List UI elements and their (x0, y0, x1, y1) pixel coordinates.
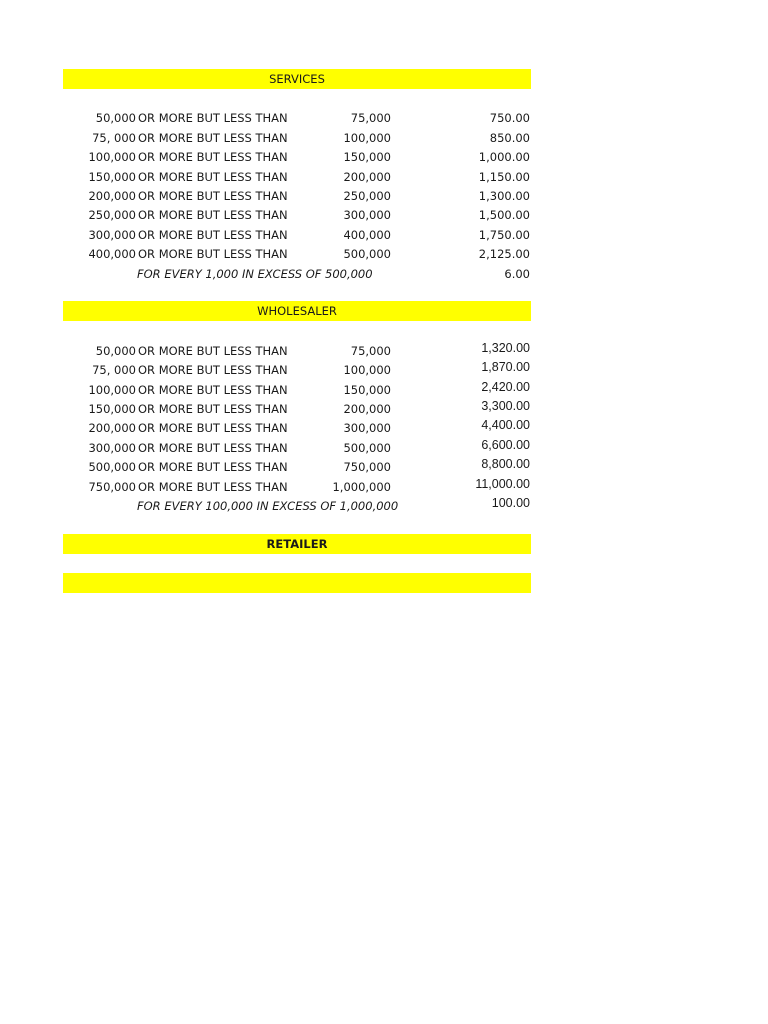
range-from: 75, 000 (92, 363, 136, 377)
range-from: 200,000 (88, 421, 136, 435)
range-to: 1,000,000 (332, 479, 391, 494)
range-connector: OR MORE BUT LESS THAN (138, 344, 288, 358)
range-from: 300,000 (88, 440, 136, 455)
range-from: 300,000 (88, 227, 136, 242)
wholesaler-row (0, 381, 768, 400)
fee-amount: 3,300.00 (481, 399, 530, 413)
range-to: 200,000 (343, 169, 391, 184)
services-row (0, 206, 768, 225)
range-to: 100,000 (343, 130, 391, 145)
range-connector: OR MORE BUT LESS THAN (138, 363, 288, 377)
range-from: 750,000 (88, 479, 136, 494)
range-from: 150,000 (88, 402, 136, 416)
services-row (0, 168, 768, 187)
range-to: 200,000 (343, 402, 391, 416)
excess-amount: 6.00 (504, 266, 530, 281)
range-connector: OR MORE BUT LESS THAN (138, 460, 288, 474)
range-connector: OR MORE BUT LESS THAN (138, 382, 288, 397)
range-to: 500,000 (343, 247, 391, 261)
range-connector: OR MORE BUT LESS THAN (138, 189, 288, 203)
range-to: 150,000 (343, 382, 391, 397)
fee-amount: 8,800.00 (481, 457, 530, 471)
services-excess-row (0, 265, 768, 284)
retailer-empty-band (63, 573, 531, 593)
fee-amount: 1,750.00 (478, 227, 530, 242)
fee-amount: 2,125.00 (478, 247, 530, 261)
range-connector: OR MORE BUT LESS THAN (138, 227, 288, 242)
wholesaler-row (0, 361, 768, 380)
range-connector: OR MORE BUT LESS THAN (138, 111, 288, 125)
range-from: 500,000 (88, 460, 136, 474)
services-row (0, 226, 768, 245)
range-to: 75,000 (350, 111, 391, 125)
services-header: SERVICES (63, 69, 531, 89)
range-from: 100,000 (88, 382, 136, 397)
wholesaler-row (0, 419, 768, 438)
wholesaler-row (0, 478, 768, 497)
services-row (0, 187, 768, 206)
range-from: 50,000 (95, 111, 136, 125)
fee-amount: 1,500.00 (478, 208, 530, 222)
range-connector: OR MORE BUT LESS THAN (138, 208, 288, 222)
wholesaler-row (0, 342, 768, 361)
fee-amount: 2,420.00 (481, 379, 530, 394)
range-to: 150,000 (343, 150, 391, 164)
excess-rule: FOR EVERY 100,000 IN EXCESS OF 1,000,000 (137, 499, 399, 513)
services-row (0, 245, 768, 264)
excess-rule: FOR EVERY 1,000 IN EXCESS OF 500,000 (137, 266, 373, 281)
fee-amount: 1,000.00 (478, 150, 530, 164)
fee-amount: 1,320.00 (481, 341, 530, 355)
fee-amount: 750.00 (489, 111, 530, 125)
range-from: 400,000 (88, 247, 136, 261)
range-to: 300,000 (343, 208, 391, 222)
services-row (0, 109, 768, 128)
services-row (0, 129, 768, 148)
range-connector: OR MORE BUT LESS THAN (138, 402, 288, 416)
range-to: 250,000 (343, 189, 391, 203)
range-from: 150,000 (88, 169, 136, 184)
excess-amount: 100.00 (491, 496, 530, 510)
range-connector: OR MORE BUT LESS THAN (138, 440, 288, 455)
range-to: 100,000 (343, 363, 391, 377)
range-to: 750,000 (343, 460, 391, 474)
fee-amount: 1,300.00 (478, 189, 530, 203)
fee-amount: 1,870.00 (481, 360, 530, 374)
fee-amount: 4,400.00 (481, 418, 530, 432)
fee-amount: 6,600.00 (481, 437, 530, 452)
range-connector: OR MORE BUT LESS THAN (138, 150, 288, 164)
range-from: 100,000 (88, 150, 136, 164)
range-to: 75,000 (350, 344, 391, 358)
wholesaler-header: WHOLESALER (63, 301, 531, 321)
fee-amount: 850.00 (489, 130, 530, 145)
wholesaler-excess-row (0, 497, 768, 516)
wholesaler-row (0, 400, 768, 419)
range-connector: OR MORE BUT LESS THAN (138, 421, 288, 435)
range-from: 75, 000 (92, 130, 136, 145)
fee-amount: 1,150.00 (478, 169, 530, 184)
range-connector: OR MORE BUT LESS THAN (138, 479, 288, 494)
range-to: 500,000 (343, 440, 391, 455)
wholesaler-row (0, 458, 768, 477)
range-from: 50,000 (95, 344, 136, 358)
services-row (0, 148, 768, 167)
range-connector: OR MORE BUT LESS THAN (138, 247, 288, 261)
range-from: 250,000 (88, 208, 136, 222)
range-from: 200,000 (88, 189, 136, 203)
wholesaler-row (0, 439, 768, 458)
range-to: 300,000 (343, 421, 391, 435)
retailer-header: RETAILER (63, 534, 531, 554)
range-to: 400,000 (343, 227, 391, 242)
range-connector: OR MORE BUT LESS THAN (138, 169, 288, 184)
fee-amount: 11,000.00 (475, 476, 530, 491)
range-connector: OR MORE BUT LESS THAN (138, 130, 288, 145)
